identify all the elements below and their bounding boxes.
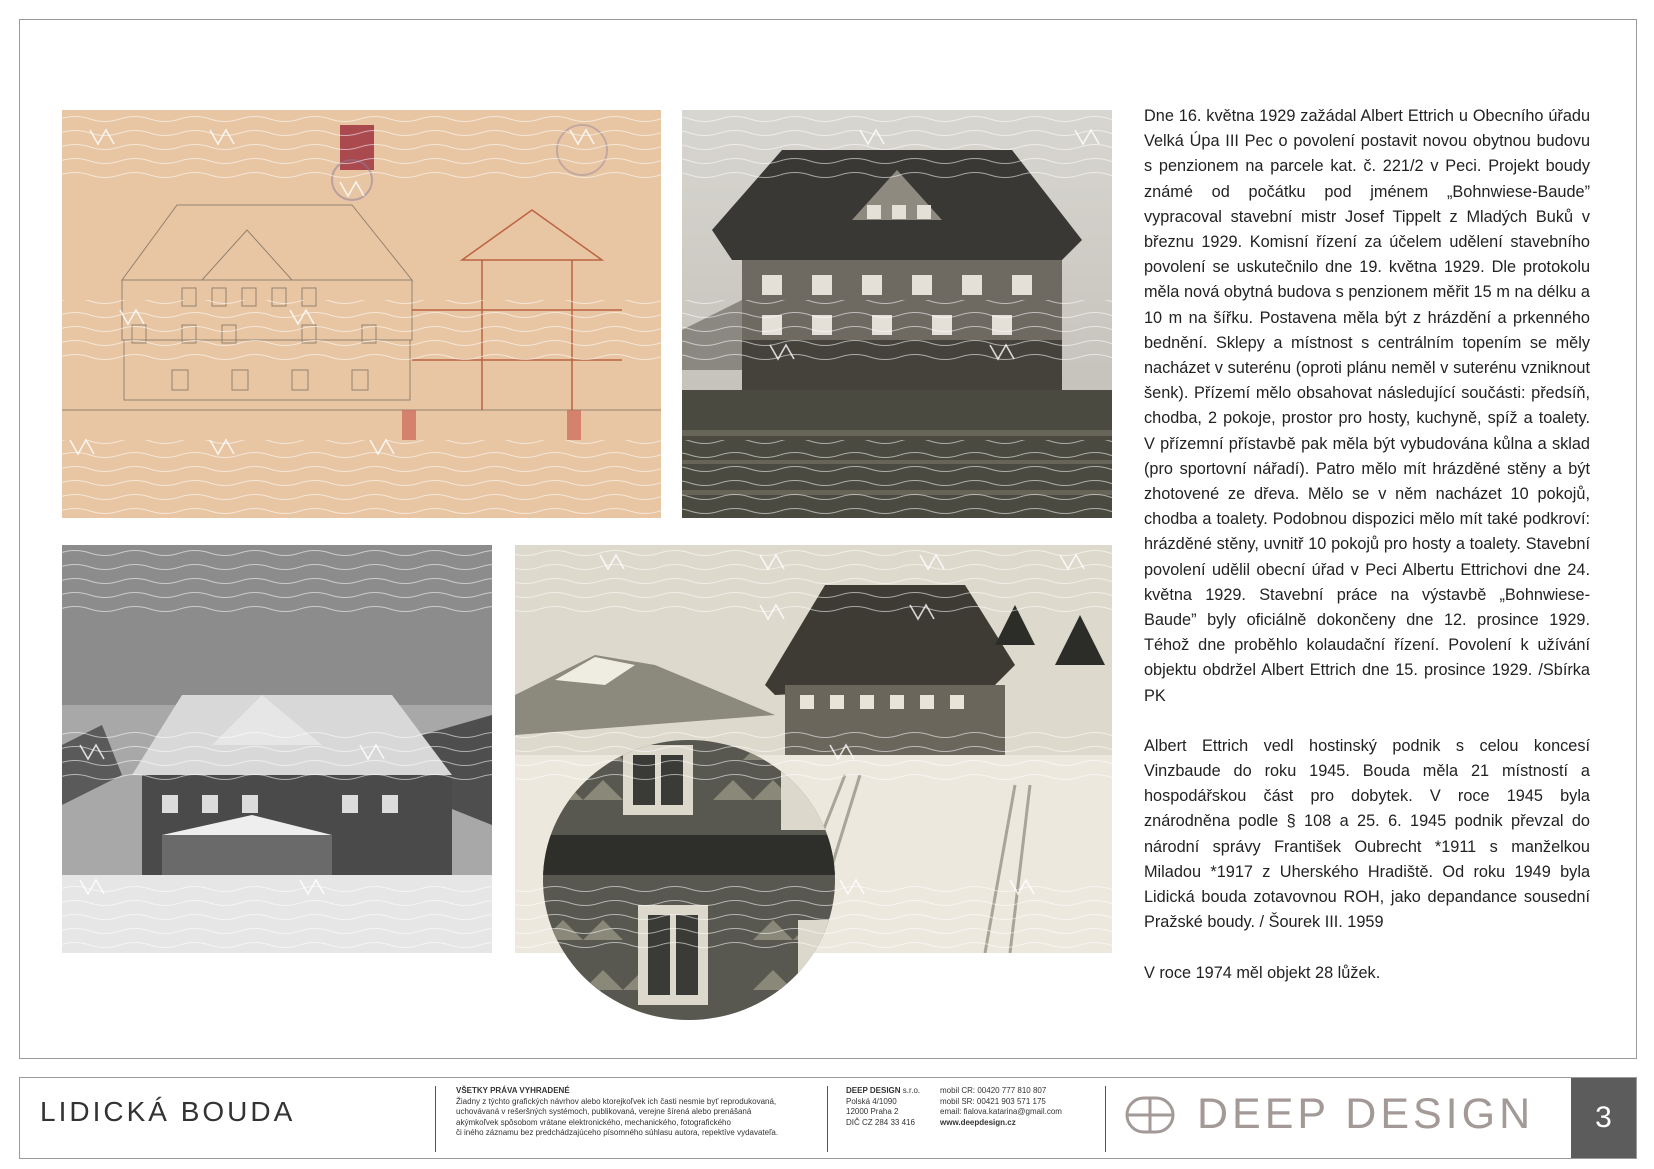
paragraph-2: Albert Ettrich vedl hostinský podnik s celou koncesí Vinzbaude do roku 1945. Bouda měla 21 místností a hospodářskou část pro dobytek. V roce 1945 byla znárodněna podle § 108 a 25. 6. 1945 podnik převzal do národní správy František Oubrecht *1911 s manželkou Miladou *1917 z Uherského Hradiště. Od roku 1949 byla Lidická bouda zotavovnou ROH, jako depandance sousední Pražské boudy. / Šourek III. 1959 (1144, 736, 1590, 932)
contact-block (940, 1086, 1100, 1128)
paragraph-3: V roce 1974 měl objekt 28 lůžek. (1144, 963, 1381, 982)
contact-line: email: fialova.katarina@gmail.com (940, 1107, 1062, 1116)
brand-logo (1125, 1090, 1534, 1139)
deep-design-logo-icon (1125, 1095, 1175, 1135)
address-line: Polská 4/1090 (846, 1096, 897, 1106)
contact-line: mobil CR: 00420 777 810 807 (940, 1086, 1047, 1095)
rights-block (456, 1086, 836, 1139)
address-line: DIČ CZ 284 33 416 (846, 1117, 915, 1127)
footer-divider (827, 1086, 828, 1152)
page-number: 3 (1571, 1078, 1636, 1158)
logo-text: DEEP DESIGN (1197, 1090, 1535, 1138)
footer (19, 1077, 1637, 1159)
architectural-drawing-image (62, 110, 661, 518)
document-title: LIDICKÁ BOUDA (40, 1096, 296, 1127)
address-line: 12000 Praha 2 (846, 1107, 899, 1116)
summer-photo-image (682, 110, 1112, 518)
footer-divider (435, 1086, 436, 1152)
footer-divider (1105, 1086, 1106, 1152)
facade-detail-circle-image (543, 740, 835, 1020)
company-name: DEEP DESIGN (846, 1086, 901, 1095)
rights-line: Žiadny z týchto grafických návrhov alebo ktorejkoľvek ich časti nesmie byť reprodukovaná, (456, 1096, 777, 1106)
rights-line: či iného záznamu bez predchádzajúceho písomného súhlasu autora, repektíve vydavateľa. (456, 1128, 779, 1137)
company-suffix: s.r.o. (900, 1086, 921, 1095)
winter-photo-image (62, 545, 492, 953)
paragraph-1: Dne 16. května 1929 zažádal Albert Ettrich u Obecního úřadu Velká Úpa III Pec o povolení postavit novou obytnou budovu s penzionem na parcele kat. č. 221/2 v Peci. Projekt boudy známé od počátku pod jménem „Bohnwiese-Baude” vypracoval stavební mistr Josef Tippelt z Mladých Buků v březnu 1929. Komisní řízení za účelem udělení stavebního povolení se uskutečnilo dne 19. května 1929. Dle protokolu měla nová obytná budova s penzionem měřit 15 m na délku a 10 m na šířku. Postavena měla být z hrázdění a prkenného bednění. Sklepy a místnost s centrálním topením se měly nacházet v suterénu (oproti plánu neměl v suterénu vzniknout šenk). Přízemí mělo obsahovat následující součásti: předsíň, chodba, 2 pokoje, prostor pro hosty, kuchyně, spíž a toalety. V přízemní přístavbě pak měla být vybudována kůlna a sklad (pro sportovní nářadí). Patro mělo mít hrázděné stěny a být zhotovené ze dřeva. Mělo se v něm nacházet 10 pokojů, chodba a toalety. Podobnou dispozici mělo mít také podkroví: hrázděné stěny, uvnitř 10 pokojů pro hosty a toalety. Stavební povolení udělil obecní úřad v Peci Albertu Ettrichovi dne 24. května 1929. Stavební práce na výstavbě „Bohnwiese-Baude” byly oficiálně dokončeny dne 12. prosince 1929. Téhož dne proběhlo kolaudační řízení. Povolení k užívání objektu obdržel Albert Ettrich dne 15. prosince 1929. /Sbírka PK (1144, 107, 1590, 705)
rights-heading: VŠETKY PRÁVA VYHRADENÉ (456, 1086, 570, 1095)
rights-line: akýmkoľvek spôsobom vrátane elektronického, mechanického, fotografického (456, 1117, 731, 1127)
company-address (846, 1086, 946, 1128)
article-text (1144, 104, 1590, 1011)
website-link[interactable]: www.deepdesign.cz (940, 1117, 1016, 1127)
contact-line: mobil SR: 00421 903 571 175 (940, 1096, 1046, 1106)
rights-line: uchovávaná v rešeršných systémoch, publikovaná, verejne šírená alebo prenášaná (456, 1107, 752, 1116)
